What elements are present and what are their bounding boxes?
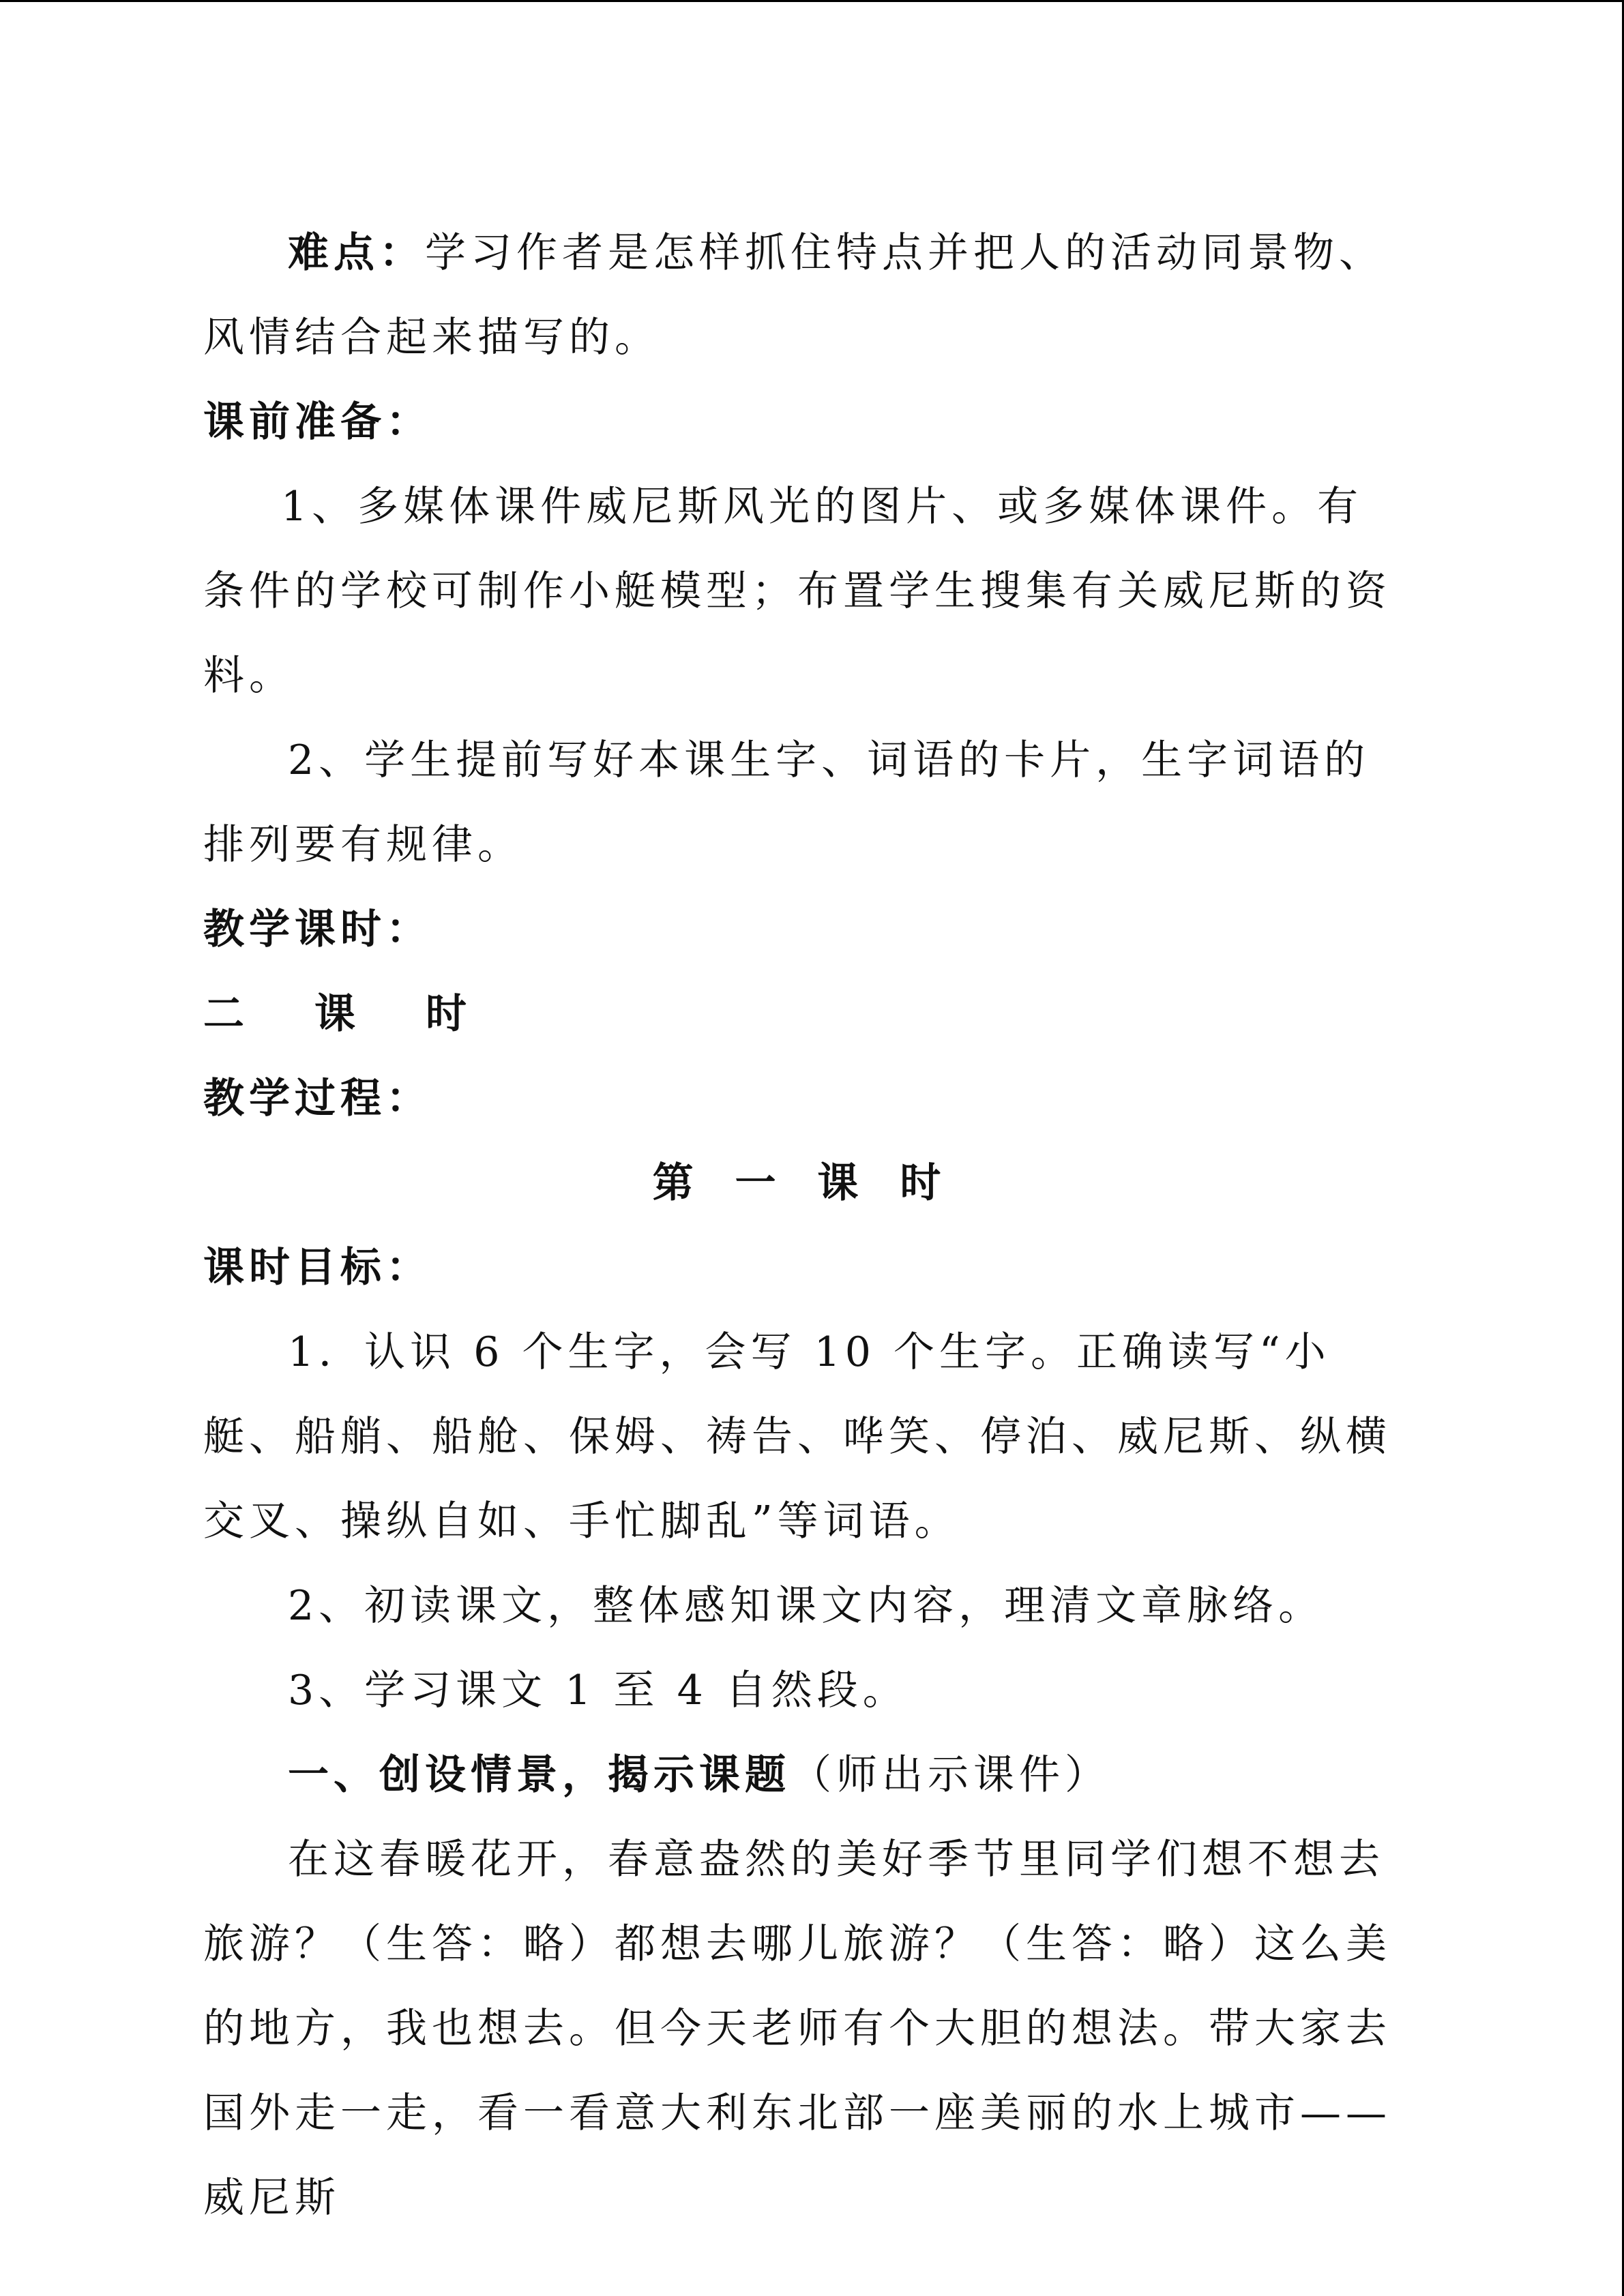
process-heading: 教学过程： bbox=[203, 1075, 432, 1122]
goal-2: 2、初读课文，整体感知课文内容，理清文章脉络。 bbox=[288, 1582, 1325, 1630]
section-1-text: 在这春暖花开，春意盎然的美好季节里同学们想不想去旅游？（生答：略）都想去哪儿旅游？（生答：略）这么美的地方，我也想去。但今天老师有个大胆的想法。带大家去国外走一走，看一看意大利东北部一座美丽的水上城市——威尼斯 bbox=[203, 1836, 1391, 2222]
section-1-heading bbox=[203, 1733, 1404, 1817]
goal-3: 3、学习课文 1 至 4 自然段。 bbox=[288, 1667, 909, 1714]
section-1-note: （师出示课件） bbox=[791, 1751, 1110, 1799]
difficulty-label: 难点： bbox=[288, 229, 425, 277]
hours-value bbox=[203, 972, 1404, 1056]
lesson-title: 第 一 课 时 bbox=[652, 1159, 955, 1207]
goals-heading: 课时目标： bbox=[203, 1244, 432, 1292]
hours-value-part: 二 bbox=[203, 990, 249, 1038]
prep-heading: 课前准备： bbox=[203, 398, 432, 446]
hours-value-part: 时 bbox=[426, 990, 471, 1038]
difficulty-text: 学习作者是怎样抓住特点并把人的活动同景物、风情结合起来描写的。 bbox=[203, 229, 1385, 361]
document-body bbox=[203, 211, 1404, 2240]
hours-heading: 教学课时： bbox=[203, 906, 432, 953]
section-1-title: 一、创设情景，揭示课题 bbox=[288, 1751, 791, 1799]
prep-item-2: 2、学生提前写好本课生字、词语的卡片，生字词语的排列要有规律。 bbox=[203, 736, 1370, 869]
goal-1: 1．认识 6 个生字，会写 10 个生字。正确读写“小艇、船艄、船舱、保姆、祷告、哗笑、停泊、威尼斯、纵横交叉、操纵自如、手忙脚乱”等词语。 bbox=[203, 1328, 1391, 1545]
prep-item-1: 1、多媒体课件威尼斯风光的图片、或多媒体课件。有条件的学校可制作小艇模型；布置学生搜集有关威尼斯的资料。 bbox=[203, 483, 1391, 700]
difficulty-paragraph bbox=[203, 211, 1404, 380]
hours-value-part: 课 bbox=[314, 990, 360, 1038]
